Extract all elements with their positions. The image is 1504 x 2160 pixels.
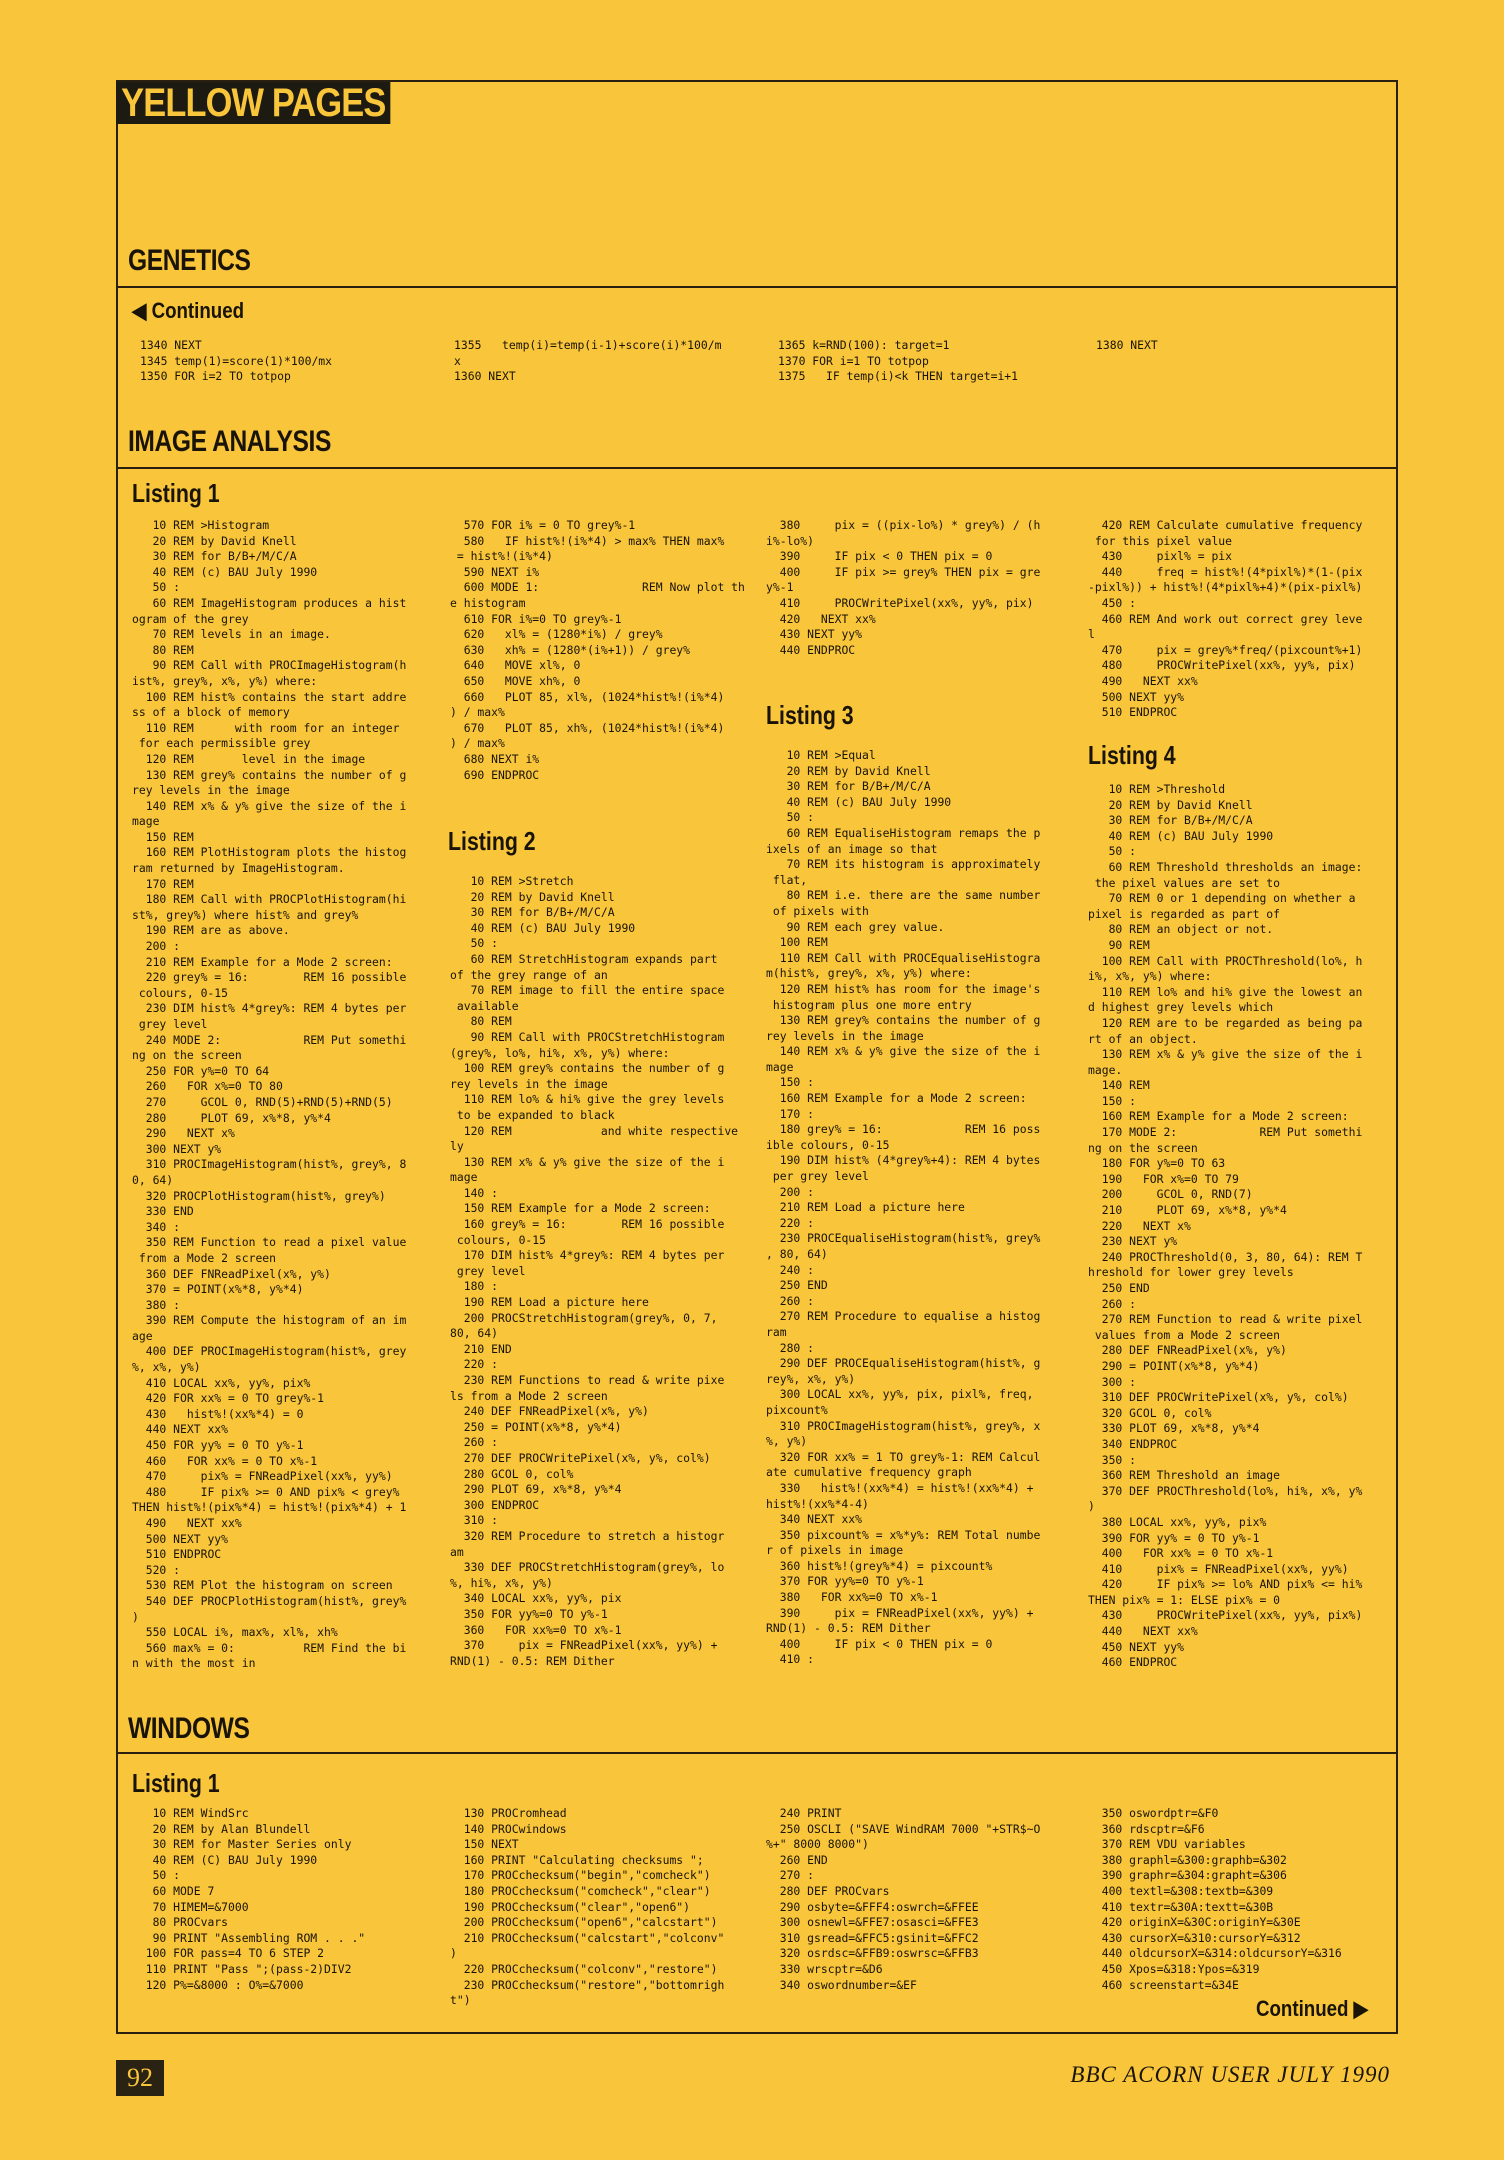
genetics-code-col1: 1340 NEXT 1345 temp(1)=score(1)*100/mx 1350 FOR i=2 TO totpop	[140, 338, 333, 384]
genetics-code-col3: 1365 k=RND(100): target=1 1370 FOR i=1 TO totpop 1375 IF temp(i)<k THEN target=i+1	[778, 338, 1019, 384]
windows-listing1-code-col4: 350 oswordptr=&F0 360 rdscptr=&F6 370 REM VDU variables 380 graphl=&300:graphb=&302 390 graphr=&304:grapht=&306 400 textl=&308:textb=&309 410 textr=&30A:textt=&30B 420 originX=&30C:originY=&30E 430 cursorX=&310:cursorY=&312 440 oldcursorX=&314:oldcursorY=&316 450 Xpos=&318:Ypos=&319 460 screenstart=&34E	[1101, 1806, 1342, 1992]
rule	[116, 286, 1398, 288]
rule	[116, 1752, 1398, 1754]
windows-listing1-code-col1: 10 REM WindSrc 20 REM by Alan Blundell 30 REM for Master Series only 40 REM (C) BAU July 1990 50 : 60 MODE 7 70 HIMEM=&7000 80 PROCvars 90 PRINT "Assembling ROM . . ." 100 FOR pass=4 TO 6 STEP 2 110 PRINT "Pass ";(pass-2)DIV2 120 P%=&8000 : O%=&7000	[145, 1806, 366, 1992]
section-title-windows: WINDOWS	[128, 1712, 250, 1745]
image-analysis-listing1-code: 10 REM >Histogram 20 REM by David Knell 30 REM for B/B+/M/C/A 40 REM (c) BAU July 1990 50 : 60 REM ImageHistogram produces a hist ogram of the grey 70 REM levels in an image. 80 REM 90 REM Call with PROCImageHistogram(h ist%, grey%, x%, y%) where: 100 REM hist% contains the start addre ss of a block of memory 110 REM with room for an integer for each permissible grey 120 REM level in the image 130 REM grey% contains the number of g rey levels in the image 140 REM x% & y% give the size of the i mage 150 REM 160 REM PlotHistogram plots the histog ram returned by ImageHistogram. 170 REM 180 REM Call with PROCPlotHistogram(hi st%, grey%) where hist% and grey% 190 REM are as above. 200 : 210 REM Example for a Mode 2 screen: 220 grey% = 16: REM 16 possible colours, 0-15 230 DIM hist% 4*grey%: REM 4 bytes per grey level 240 MODE 2: REM Put somethi ng on the screen 250 FOR y%=0 TO 64 260 FOR x%=0 TO 80 270 GCOL 0, RND(5)+RND(5)+RND(5) 280 PLOT 69, x%*8, y%*4 290 NEXT x% 300 NEXT y% 310 PROCImageHistogram(hist%, grey%, 8 0, 64) 320 PROCPlotHistogram(hist%, grey%) 330 END 340 : 350 REM Function to read a pixel value from a Mode 2 screen 360 DEF FNReadPixel(x%, y%) 370 = POINT(x%*8, y%*4) 380 : 390 REM Compute the histogram of an im age 400 DEF PROCImageHistogram(hist%, grey %, x%, y%) 410 LOCAL xx%, yy%, pix% 420 FOR xx% = 0 TO grey%-1 430 hist%!(xx%*4) = 0 440 NEXT xx% 450 FOR yy% = 0 TO y%-1 460 FOR xx% = 0 TO x%-1 470 pix% = FNReadPixel(xx%, yy%) 480 IF pix% >= 0 AND pix% < grey% THEN hist%!(pix%*4) = hist%!(pix%*4) + 1 490 NEXT xx% 500 NEXT yy% 510 ENDPROC 520 : 530 REM Plot the histogram on screen 540 DEF PROCPlotHistogram(hist%, grey% ) 550 LOCAL i%, max%, xl%, xh% 560 max% = 0: REM Find the bi n with the most in	[132, 518, 407, 1671]
continued-label: ◀ Continued	[132, 298, 245, 323]
listing-title: Listing 2	[448, 826, 536, 856]
listing-title: Listing 3	[766, 700, 854, 730]
genetics-code-col2: 1355 temp(i)=temp(i-1)+score(i)*100/m x 1360 NEXT	[454, 338, 722, 384]
image-analysis-listing4-code: 10 REM >Threshold 20 REM by David Knell 30 REM for B/B+/M/C/A 40 REM (c) BAU July 1990 50 : 60 REM Threshold thresholds an image: the pixel values are set to 70 REM 0 or 1 depending on whether a pixel is regarded as part of 80 REM an object or not. 90 REM 100 REM Call with PROCThreshold(lo%, h i%, x%, y%) where: 110 REM lo% and hi% give the lowest an d highest grey levels which 120 REM are to be regarded as being pa rt of an object. 130 REM x% & y% give the size of the i mage. 140 REM 150 : 160 REM Example for a Mode 2 screen: 170 MODE 2: REM Put somethi ng on the screen 180 FOR y%=0 TO 63 190 FOR x%=0 TO 79 200 GCOL 0, RND(7) 210 PLOT 69, x%*8, y%*4 220 NEXT x% 230 NEXT y% 240 PROCThreshold(0, 3, 80, 64): REM T hreshold for lower grey levels 250 END 260 : 270 REM Function to read & write pixel values from a Mode 2 screen 280 DEF FNReadPixel(x%, y%) 290 = POINT(x%*8, y%*4) 300 : 310 DEF PROCWritePixel(x%, y%, col%) 320 GCOL 0, col% 330 PLOT 69, x%*8, y%*4 340 ENDPROC 350 : 360 REM Threshold an image 370 DEF PROCThreshold(lo%, hi%, x%, y% ) 380 LOCAL xx%, yy%, pix% 390 FOR yy% = 0 TO y%-1 400 FOR xx% = 0 TO x%-1 410 pix% = FNReadPixel(xx%, yy%) 420 IF pix% >= lo% AND pix% <= hi% THEN pix% = 1: ELSE pix% = 0 430 PROCWritePixel(xx%, yy%, pix%) 440 NEXT xx% 450 NEXT yy% 460 ENDPROC	[1088, 782, 1363, 1670]
image-analysis-listing1-code-cont: 570 FOR i% = 0 TO grey%-1 580 IF hist%!(i%*4) > max% THEN max% = hist%!(i%*4) 590 NEXT i% 600 MODE 1: REM Now plot th e histogram 610 FOR i%=0 TO grey%-1 620 xl% = (1280*i%) / grey% 630 xh% = (1280*(i%+1)) / grey% 640 MOVE xl%, 0 650 MOVE xh%, 0 660 PLOT 85, xl%, (1024*hist%!(i%*4) ) / max% 670 PLOT 85, xh%, (1024*hist%!(i%*4) ) / max% 680 NEXT i% 690 ENDPROC	[450, 518, 745, 782]
image-analysis-listing2-code: 10 REM >Stretch 20 REM by David Knell 30 REM for B/B+/M/C/A 40 REM (c) BAU July 1990 50 : 60 REM StretchHistogram expands part of the grey range of an 70 REM image to fill the entire space available 80 REM 90 REM Call with PROCStretchHistogram (grey%, lo%, hi%, x%, y%) where: 100 REM grey% contains the number of g rey levels in the image 110 REM lo% & hi% give the grey levels to be expanded to black 120 REM and white respective ly 130 REM x% & y% give the size of the i mage 140 : 150 REM Example for a Mode 2 screen: 160 grey% = 16: REM 16 possible colours, 0-15 170 DIM hist% 4*grey%: REM 4 bytes per grey level 180 : 190 REM Load a picture here 200 PROCStretchHistogram(grey%, 0, 7, 80, 64) 210 END 220 : 230 REM Functions to read & write pixe ls from a Mode 2 screen 240 DEF FNReadPixel(x%, y%) 250 = POINT(x%*8, y%*4) 260 : 270 DEF PROCWritePixel(x%, y%, col%) 280 GCOL 0, col% 290 PLOT 69, x%*8, y%*4 300 ENDPROC 310 : 320 REM Procedure to stretch a histogr am 330 DEF PROCStretchHistogram(grey%, lo %, hi%, x%, y%) 340 LOCAL xx%, yy%, pix 350 FOR yy%=0 TO y%-1 360 FOR xx%=0 TO x%-1 370 pix = FNReadPixel(xx%, yy%) + RND(1) - 0.5: REM Dither	[450, 874, 739, 1668]
image-analysis-listing2-code-cont: 380 pix = ((pix-lo%) * grey%) / (h i%-lo%) 390 IF pix < 0 THEN pix = 0 400 IF pix >= grey% THEN pix = gre y%-1 410 PROCWritePixel(xx%, yy%, pix) 420 NEXT xx% 430 NEXT yy% 440 ENDPROC	[766, 518, 1041, 657]
image-analysis-listing3-code-cont: 420 REM Calculate cumulative frequency for this pixel value 430 pixl% = pix 440 freq = hist%!(4*pixl%)*(1-(pix -pixl%)) + hist%!(4*pixl%+4)*(pix-pixl%) 450 : 460 REM And work out correct grey leve l 470 pix = grey%*freq/(pixcount%+1) 480 PROCWritePixel(xx%, yy%, pix) 490 NEXT xx% 500 NEXT yy% 510 ENDPROC	[1088, 518, 1363, 720]
magazine-footer: BBC ACORN USER JULY 1990	[1070, 2062, 1390, 2087]
listing-title: Listing 1	[132, 1768, 220, 1798]
windows-listing1-code-col2: 130 PROCromhead 140 PROCwindows 150 NEXT 160 PRINT "Calculating checksums "; 170 PROCchecksum("begin","comcheck") 180 PROCchecksum("comcheck","clear") 190 PROCchecksum("clear","open6") 200 PROCchecksum("open6","calcstart") 210 PROCchecksum("calcstart","colconv" ) 220 PROCchecksum("colconv","restore") 230 PROCchecksum("restore","bottomrigh t")	[450, 1806, 725, 2008]
continued-label: Continued ▶	[1256, 1996, 1369, 2021]
windows-listing1-code-col3: 240 PRINT 250 OSCLI ("SAVE WindRAM 7000 "+STR$~O %+" 8000 8000") 260 END 270 : 280 DEF PROCvars 290 osbyte=&FFF4:oswrch=&FFEE 300 osnewl=&FFE7:osasci=&FFE3 310 gsread=&FFC5:gsinit=&FFC2 320 osrdsc=&FFB9:oswrsc=&FFB3 330 wrscptr=&D6 340 oswordnumber=&EF	[766, 1806, 1041, 1992]
section-title-image-analysis: IMAGE ANALYSIS	[128, 425, 331, 458]
image-analysis-listing3-code: 10 REM >Equal 20 REM by David Knell 30 REM for B/B+/M/C/A 40 REM (c) BAU July 1990 50 : 60 REM EqualiseHistogram remaps the p ixels of an image so that 70 REM its histogram is approximately flat, 80 REM i.e. there are the same number of pixels with 90 REM each grey value. 100 REM 110 REM Call with PROCEqualiseHistogra m(hist%, grey%, x%, y%) where: 120 REM hist% has room for the image's histogram plus one more entry 130 REM grey% contains the number of g rey levels in the image 140 REM x% & y% give the size of the i mage 150 : 160 REM Example for a Mode 2 screen: 170 : 180 grey% = 16: REM 16 poss ible colours, 0-15 190 DIM hist% (4*grey%+4): REM 4 bytes per grey level 200 : 210 REM Load a picture here 220 : 230 PROCEqualiseHistogram(hist%, grey% , 80, 64) 240 : 250 END 260 : 270 REM Procedure to equalise a histog ram 280 : 290 DEF PROCEqualiseHistogram(hist%, g rey%, x%, y%) 300 LOCAL xx%, yy%, pix, pixl%, freq, pixcount% 310 PROCImageHistogram(hist%, grey%, x %, y%) 320 FOR xx% = 1 TO grey%-1: REM Calcul ate cumulative frequency graph 330 hist%!(xx%*4) = hist%!(xx%*4) + hist%!(xx%*4-4) 340 NEXT xx% 350 pixcount% = x%*y%: REM Total numbe r of pixels in image 360 hist%!(grey%*4) = pixcount% 370 FOR yy%=0 TO y%-1 380 FOR xx%=0 TO x%-1 390 pix = FNReadPixel(xx%, yy%) + RND(1) - 0.5: REM Dither 400 IF pix < 0 THEN pix = 0 410 :	[766, 748, 1041, 1667]
rule	[116, 467, 1398, 469]
page-number: 92	[116, 2060, 164, 2096]
listing-title: Listing 1	[132, 478, 220, 508]
listing-title: Listing 4	[1088, 740, 1176, 770]
genetics-code-col4: 1380 NEXT	[1096, 338, 1158, 352]
section-title-genetics: GENETICS	[128, 244, 251, 277]
masthead: YELLOW PAGES	[116, 82, 391, 124]
